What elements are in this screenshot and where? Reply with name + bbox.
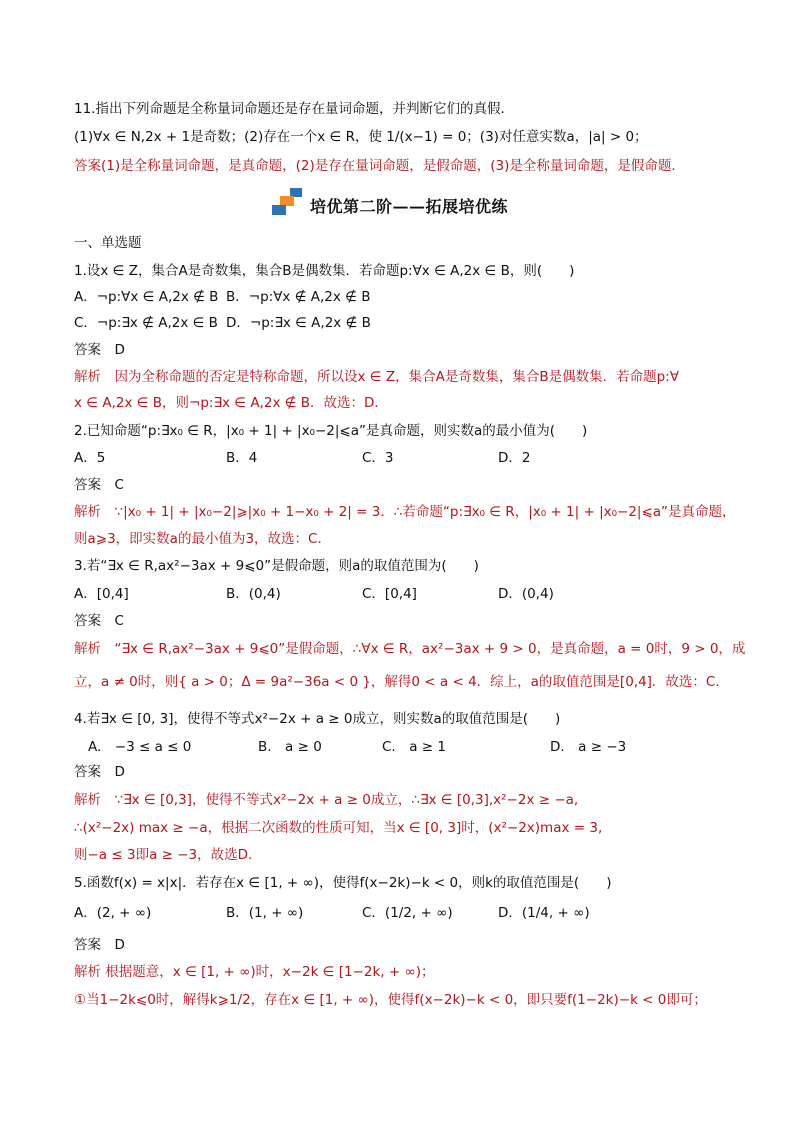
q4-option-c: C. a ≥ 1 [382,739,446,755]
q3-stem: 3.若“∃x ∈ R,ax²−3ax + 9⩽0”是假命题，则a的取值范围为( ) [74,558,479,574]
q3-analysis-1: 解析 “∃x ∈ R,ax²−3ax + 9⩽0”是假命题，∴∀x ∈ R，ax²−3ax + 9 > 0，是真命题，a = 0时，9 > 0，成 [74,641,746,657]
q3-analysis-2: 立，a ≠ 0时，则{ a > 0；Δ = 9a²−36a < 0 }，解得0 < a < 4．综上，a的取值范围是[0,4]．故选：C． [74,674,729,690]
q5-option-a: A．(2, + ∞) [74,905,152,921]
q11-answer: 答案(1)是全称量词命题，是真命题，(2)是存在量词命题，是假命题，(3)是全称量词命题，是假命题． [74,158,685,174]
q5-option-c: C．(1/2, + ∞) [362,905,453,921]
q1-option-d: D．¬p:∃x ∈ A,2x ∉ B [226,315,371,331]
q5-option-d: D．(1/4, + ∞) [498,905,590,921]
q4-analysis-2: ∴(x²−2x) max ≥ −a，根据二次函数的性质可知，当x ∈ [0, 3]时，(x²−2x)max = 3, [74,820,603,836]
q1-analysis-1: 解析 因为全称命题的否定是特称命题，所以设x ∈ Z，集合A是奇数集，集合B是偶数集．若命题p:∀ [74,369,679,385]
q4-analysis-1: 解析 ∵∃x ∈ [0,3]，使得不等式x²−2x + a ≥ 0成立，∴∃x ∈ [0,3],x²−2x ≥ −a, [74,792,579,808]
q11-text: 11.指出下列命题是全称量词命题还是存在量词命题，并判断它们的真假． [74,101,514,117]
q4-option-d: D. a ≥ −3 [550,739,627,755]
section-heading [272,188,572,222]
heading-blocks-icon [272,188,304,218]
q5-option-b: B．(1, + ∞) [226,905,304,921]
q4-option-b: B. a ≥ 0 [258,739,322,755]
q5-analysis-1: 解析 根据题意，x ∈ [1, + ∞)时，x−2k ∈ [1−2k, + ∞)； [74,964,435,980]
q4-analysis-3: 则−a ≤ 3即a ≥ −3，故选D. [74,847,253,863]
q5-answer: 答案 D [74,937,125,953]
q1-option-b: B．¬p:∀x ∉ A,2x ∉ B [226,289,371,305]
q1-option-a: A．¬p:∀x ∈ A,2x ∉ B [74,289,219,305]
q2-option-c: C．3 [362,450,394,466]
q11-items: (1)∀x ∈ N,2x + 1是奇数；(2)存在一个x ∈ R，使 1/(x−1) = 0；(3)对任意实数a，|a| > 0； [74,129,648,145]
q4-stem: 4.若∃x ∈ [0, 3]，使得不等式x²−2x + a ≥ 0成立，则实数a的取值范围是( ) [74,711,561,727]
q5-analysis-2: ①当1−2k⩽0时，解得k⩾1/2，存在x ∈ [1, + ∞)，使得f(x−2k)−k < 0，即只要f(1−2k)−k < 0即可； [74,992,707,1008]
q1-option-c: C．¬p:∃x ∉ A,2x ∈ B [74,315,218,331]
q2-analysis-1: 解析 ∵|x₀ + 1| + |x₀−2|⩾|x₀ + 1−x₀ + 2| = 3．∴若命题“p:∃x₀ ∈ R，|x₀ + 1| + |x₀−2|⩽a”是真命题， [74,504,736,520]
q2-option-b: B．4 [226,450,258,466]
q2-stem: 2.已知命题“p:∃x₀ ∈ R，|x₀ + 1| + |x₀−2|⩽a”是真命题，则实数a的最小值为( ) [74,423,588,439]
q3-option-a: A．[0,4] [74,586,129,602]
q3-answer: 答案 C [74,613,124,629]
q3-option-d: D．(0,4) [498,586,554,602]
q2-answer: 答案 C [74,477,124,493]
q2-analysis-2: 则a⩾3，即实数a的最小值为3，故选：C． [74,531,331,547]
q5-stem: 5.函数f(x) = x|x|．若存在x ∈ [1, + ∞)，使得f(x−2k)−k < 0，则k的取值范围是( ) [74,875,612,891]
q1-analysis-2: x ∈ A,2x ∈ B，则¬p:∃x ∈ A,2x ∉ B．故选：D． [74,395,388,411]
q1-answer: 答案 D [74,342,125,358]
section-heading-title: 培优第二阶——拓展培优练 [310,197,509,216]
q2-option-d: D．2 [498,450,531,466]
part-title: 一、单选题 [74,235,142,251]
q2-option-a: A．5 [74,450,106,466]
q3-option-c: C．[0,4] [362,586,417,602]
q1-stem: 1.设x ∈ Z，集合A是奇数集，集合B是偶数集．若命题p:∀x ∈ A,2x ∈ B，则( ) [74,263,575,279]
q4-option-a: A. −3 ≤ a ≤ 0 [88,739,192,755]
q3-option-b: B．(0,4) [226,586,281,602]
q4-answer: 答案 D [74,764,125,780]
